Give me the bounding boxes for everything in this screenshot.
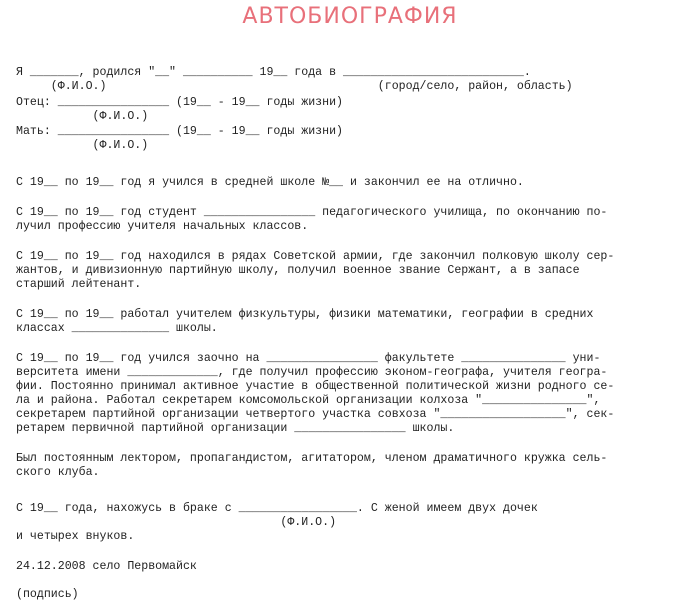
university-paragraph-3: фии. Постоянно принимал активное участие в общественной политической жизни родного се-: [16, 380, 615, 393]
university-paragraph-1: С 19__ по 19__ год учился заочно на ________________ факультете _______________ уни-: [16, 352, 601, 365]
birth-line: Я _______, родился "__" __________ 19__ года в __________________________.: [16, 66, 531, 79]
marriage-line: С 19__ года, нахожусь в браке с _________________. С женой имеем двух дочек: [16, 502, 538, 515]
mother-line: Мать: ________________ (19__ - 19__ годы жизни): [16, 125, 343, 138]
school-paragraph: С 19__ по 19__ год я учился в средней школе №__ и закончил ее на отлично.: [16, 176, 524, 189]
university-paragraph-6: ретарем первичной партийной организации ________________ школы.: [16, 422, 455, 435]
army-paragraph-1: С 19__ по 19__ год находился в рядах Советской армии, где закончил полковую школу сер-: [16, 250, 615, 263]
army-paragraph-2: жантов, и дивизионную партийную школу, получил военное звание Сержант, а в запасе: [16, 264, 580, 277]
date-place-line: 24.12.2008 село Первомайск: [16, 560, 197, 573]
university-paragraph-5: секретарем партийной организации четвертого участка совхоза "__________________", сек-: [16, 408, 615, 421]
father-caption: (Ф.И.О.): [16, 110, 149, 123]
army-paragraph-3: старший лейтенант.: [16, 278, 142, 291]
university-paragraph-4: ла и района. Работал секретарем комсомольской организации колхоза "_______________",: [16, 394, 601, 407]
spouse-caption: (Ф.И.О.): [16, 516, 337, 529]
college-paragraph-1: С 19__ по 19__ год студент ________________ педагогического училища, по окончанию по-: [16, 206, 608, 219]
university-paragraph-2: верситета имени _____________, где получил профессию эконом-географа, учителя геогра-: [16, 366, 608, 379]
mother-caption: (Ф.И.О.): [16, 139, 149, 152]
lecturer-paragraph-2: ского клуба.: [16, 466, 100, 479]
signature-line: (подпись): [16, 588, 79, 601]
birth-caption: (Ф.И.О.) (город/село, район, область): [16, 80, 573, 93]
lecturer-paragraph-1: Был постоянным лектором, пропагандистом, агитатором, членом драматичного кружка сель-: [16, 452, 608, 465]
document-title: АВТОБИОГРАФИЯ: [242, 4, 458, 29]
teacher-paragraph-2: классах ______________ школы.: [16, 322, 218, 335]
grandchildren-line: и четырех внуков.: [16, 530, 135, 543]
college-paragraph-2: лучил профессию учителя начальных классов.: [16, 220, 309, 233]
father-line: Отец: ________________ (19__ - 19__ годы жизни): [16, 96, 343, 109]
teacher-paragraph-1: С 19__ по 19__ работал учителем физкультуры, физики математики, географии в средних: [16, 308, 594, 321]
